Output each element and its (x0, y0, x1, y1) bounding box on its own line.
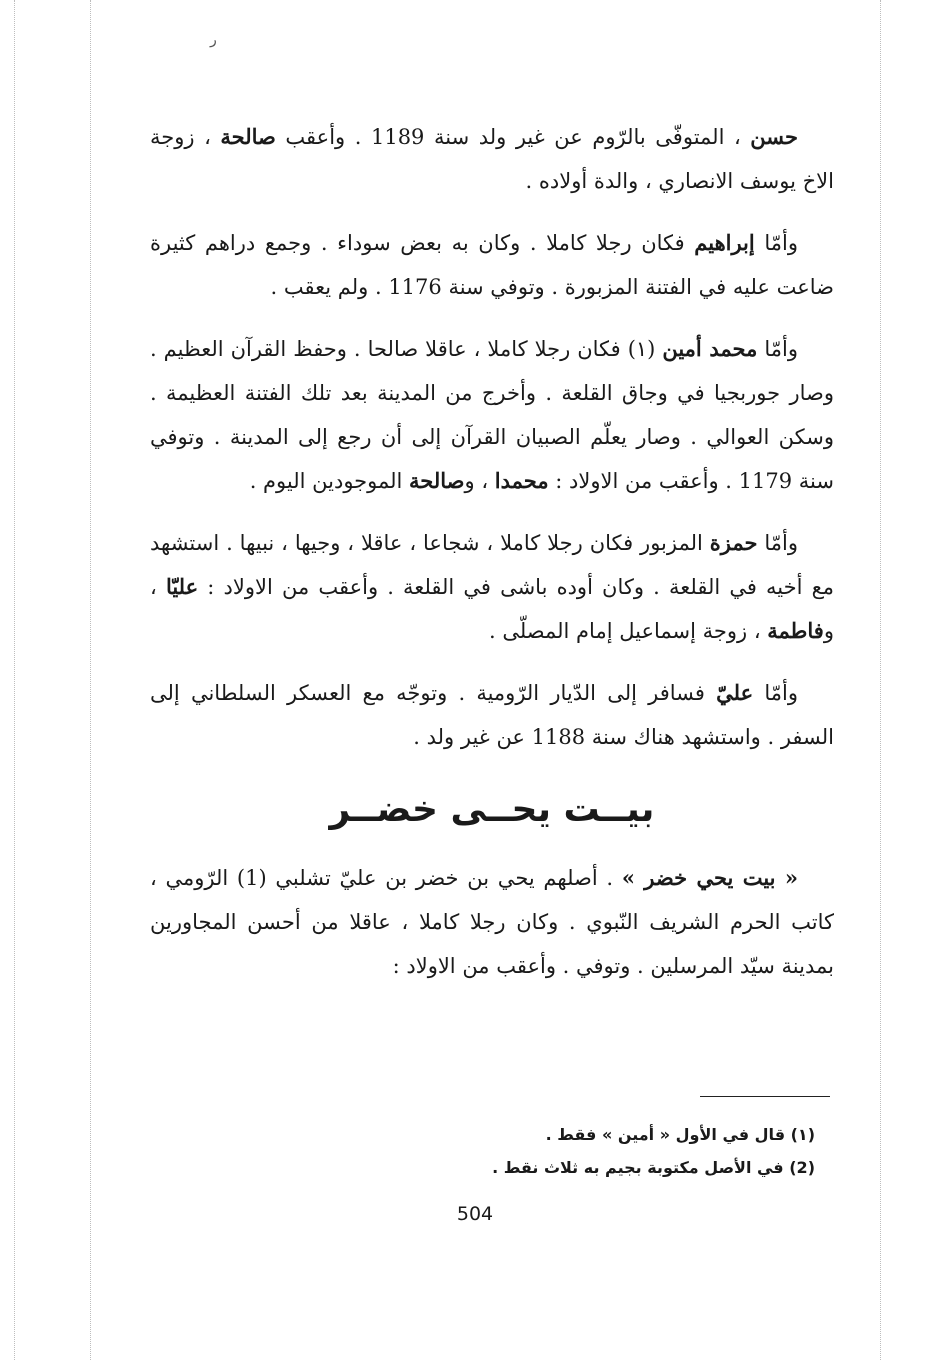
paragraph (150, 327, 834, 503)
section-paragraph (150, 856, 834, 988)
bold-name: محمد أمين (662, 336, 758, 361)
footnote-divider (700, 1096, 830, 1097)
text-run: ، زوجة الاخ يوسف الانصاري ، والدة أولاده . (150, 125, 834, 193)
footnote: (2) في الأصل مكتوبة بجيم به ثلاث نقط . (492, 1158, 815, 1177)
left-margin-dots-2 (90, 0, 91, 1360)
text-run: ، و (150, 575, 834, 643)
page-number: 504 (456, 1203, 494, 1225)
paragraph (150, 521, 834, 653)
bold-name: حسن (750, 124, 798, 149)
text-run: . أصلهم يحي بن خضر بن عليّ تشلبي (1) الرّومي ، كاتب الحرم الشريف النّبوي . وكان رجلا كاملا ، عاقلا من أحسن المجاورين بمدينة سيّد المرسلين . وتوفي . وأعقب من الاولاد : (150, 866, 834, 978)
right-margin-dots (880, 0, 881, 1360)
page-body (150, 115, 834, 1006)
text-run: فسافر إلى الدّيار الرّومية . وتوجّه مع العسكر السلطاني إلى السفر . واستشهد هناك سنة 1188 عن غير ولد . (150, 681, 834, 749)
text-run: وأمّا (753, 681, 798, 705)
text-run: الموجودين اليوم . (249, 469, 410, 493)
left-margin-dots (14, 0, 15, 1360)
text-run: ، و (464, 469, 495, 493)
bold-name: فاطمة (767, 618, 824, 643)
text-run: وأمّا (757, 531, 798, 555)
bold-name: عليّ (716, 680, 754, 705)
bold-name: حمزة (709, 530, 758, 555)
bold-name: محمدا (494, 468, 549, 493)
paragraph (150, 115, 834, 203)
text-run: وأمّا (754, 231, 798, 255)
bold-name: صالحة (409, 468, 465, 493)
paragraph (150, 221, 834, 309)
bold-name: عليّا (165, 574, 199, 599)
text-run: ، المتوفّى بالرّوم عن غير ولد سنة 1189 . وأعقب (275, 125, 751, 149)
text-run: المزبور فكان رجلا كاملا ، شجاعا ، عاقلا ، وجيها ، نبيها . استشهد مع أخيه في القلعة . وكان أوده باشى في القلعة . وأعقب من الاولاد : (150, 531, 834, 599)
section-heading: بيــت يحــى خضــر (329, 789, 655, 830)
text-run: وأمّا (757, 337, 798, 361)
paragraph (150, 671, 834, 759)
bold-name: إبراهيم (694, 230, 755, 255)
footnotes (300, 1118, 815, 1184)
text-run: (١) فكان رجلا كاملا ، عاقلا صالحا . وحفظ القرآن العظيم . وصار جوربجيا في وجاق القلعة . وأخرج من المدينة بعد تلك الفتنة العظيمة . وسكن العوالي . وصار يعلّم الصبيان القرآن إلى أن رجع إلى المدينة . وتوفي سنة 1179 . وأعقب من الاولاد : (150, 337, 834, 493)
stray-mark: ر (210, 32, 217, 48)
bold-name: « بيت يحي خضر » (621, 865, 798, 890)
footnote: (١) قال في الأول « أمين » فقط . (545, 1125, 815, 1144)
bold-name: صالحة (220, 124, 276, 149)
text-run: ، زوجة إسماعيل إمام المصلّى . (488, 619, 768, 643)
text-run: فكان رجلا كاملا . وكان به بعض سوداء . وجمع دراهم كثيرة ضاعت عليه في الفتنة المزبورة . وتوفي سنة 1176 . ولم يعقب . (150, 231, 834, 299)
